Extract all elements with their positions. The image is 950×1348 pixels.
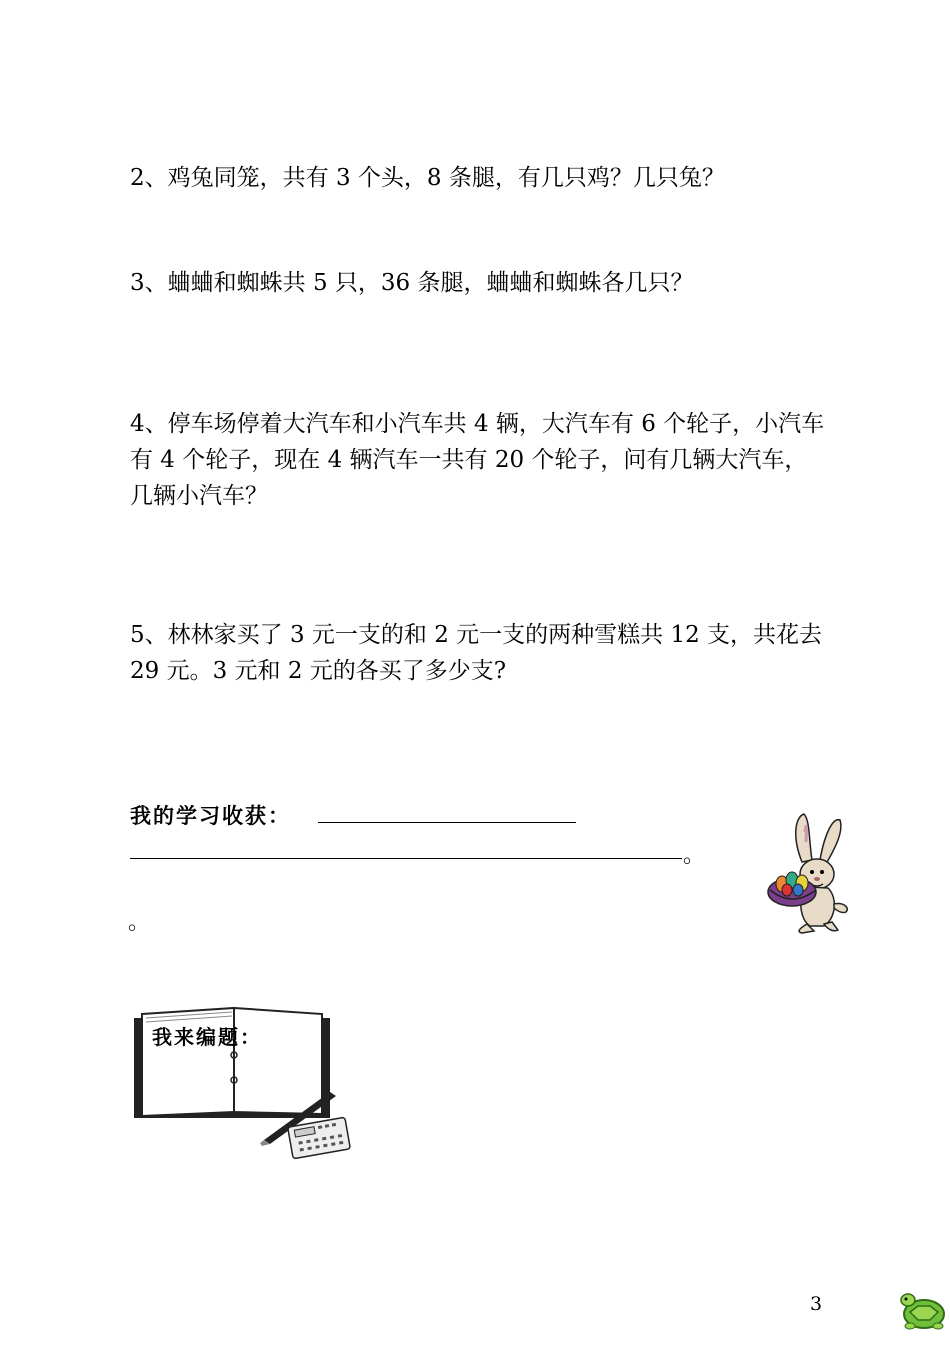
question-5: 5、林林家买了 3 元一支的和 2 元一支的两种雪糕共 12 支，共花去 29 元。3 元和 2 元的各买了多少支? — [130, 622, 830, 684]
harvest-answer-line-2[interactable] — [130, 858, 682, 859]
question-2: 2、鸡兔同笼，共有 3 个头，8 条腿，有几只鸡？几只兔？ — [130, 165, 725, 191]
harvest-answer-line-1[interactable] — [318, 822, 576, 823]
turtle-icon — [900, 1288, 950, 1332]
notebook-title: 我来编题： — [152, 1025, 262, 1049]
harvest-period: 。 — [683, 843, 706, 868]
rabbit-illustration — [762, 812, 854, 936]
harvest-period-2: 。 — [128, 910, 151, 935]
question-4: 4、停车场停着大汽车和小汽车共 4 辆，大汽车有 6 个轮子，小汽车有 4 个轮子，现在 4 辆汽车一共有 20 个轮子，问有几辆大汽车，几辆小汽车？ — [130, 411, 825, 509]
page-number: 3 — [810, 1293, 823, 1315]
question-3: 3、蛐蛐和蜘蛛共 5 只，36 条腿，蛐蛐和蜘蛛各几只？ — [130, 270, 694, 296]
learning-harvest-label: 我的学习收获： — [130, 804, 291, 828]
